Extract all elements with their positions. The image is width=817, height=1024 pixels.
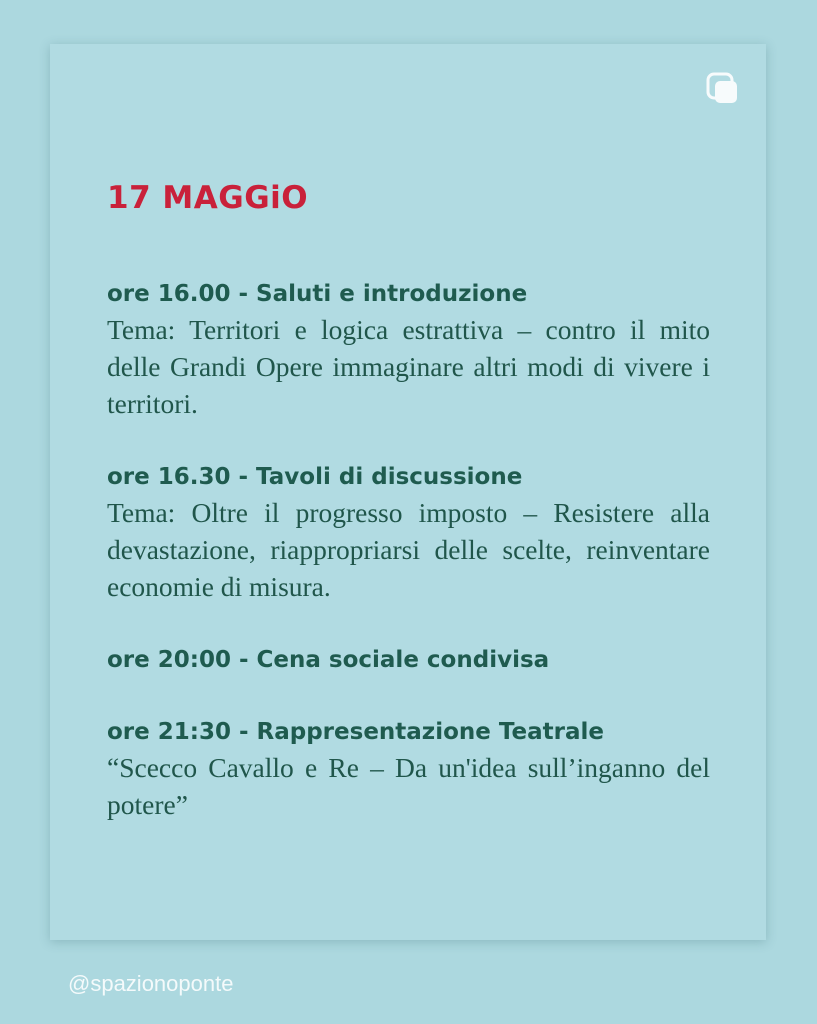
post-card[interactable] [50,44,766,940]
event-description: Tema: Oltre il progresso imposto – Resistere alla devastazione, riappropriarsi delle scelte, reinventare economie di misura. [107,497,710,602]
event-list [107,277,710,861]
event-description: Tema: Territori e logica estrattiva – contro il mito delle Grandi Opere immaginare altri modi di vivere i territori. [107,314,710,419]
event-description: “Scecco Cavallo e Re – Da un'idea sull’inganno del potere” [107,752,710,820]
multiple-posts-icon[interactable] [706,72,740,106]
event-item [107,715,710,823]
event-item [107,460,710,605]
event-heading: ore 21:30 - Rappresentazione Teatrale [107,719,604,745]
event-item [107,643,710,677]
date-title: 17 MAGGiO [107,180,309,216]
event-heading: ore 16.00 - Saluti e introduzione [107,281,528,307]
event-item [107,277,710,422]
account-handle[interactable]: @spazionoponte [68,971,234,996]
event-heading: ore 16.30 - Tavoli di discussione [107,464,523,490]
event-heading: ore 20:00 - Cena sociale condivisa [107,647,550,673]
